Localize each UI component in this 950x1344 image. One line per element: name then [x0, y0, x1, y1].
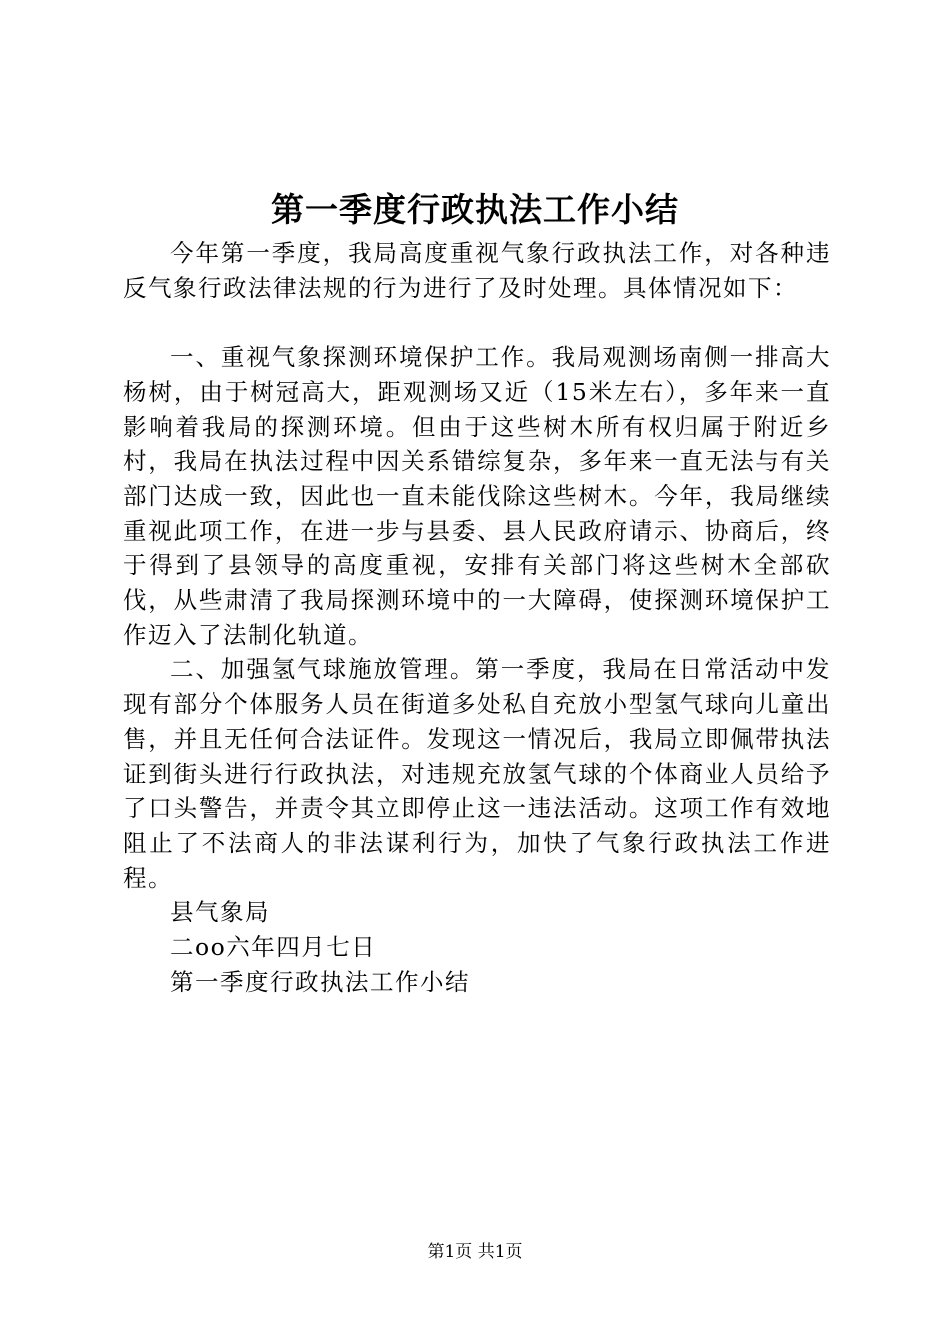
document-body [123, 236, 831, 999]
signature-organization: 县气象局 [170, 898, 270, 927]
paragraph-intro: 今年第一季度，我局高度重视气象行政执法工作，对各种违反气象行政法律法规的行为进行了及时处理。具体情况如下： [123, 239, 831, 302]
page-number-footer: 第1页 共1页 [427, 1242, 523, 1262]
trailing-title: 第一季度行政执法工作小结 [170, 967, 470, 996]
paragraph-section-one: 一、重视气象探测环境保护工作。我局观测场南侧一排高大杨树，由于树冠高大，距观测场又近（15米左右），多年来一直影响着我局的探测环境。但由于这些树木所有权归属于附近乡村，我局在执法过程中因关系错综复杂，多年来一直无法与有关部门达成一致，因此也一直未能伐除这些树木。今年，我局继续重视此项工作，在进一步与县委、县人民政府请示、协商后，终于得到了县领导的高度重视，安排有关部门将这些树木全部砍伐，从些肃清了我局探测环境中的一大障碍，使探测环境保护工作迈入了法制化轨道。 [123, 343, 831, 649]
document-title: 第一季度行政执法工作小结 [271, 190, 679, 229]
signature-date: 二oo六年四月七日 [170, 933, 377, 962]
paragraph-section-two: 二、加强氢气球施放管理。第一季度，我局在日常活动中发现有部分个体服务人员在街道多处私自充放小型氢气球向儿童出售，并且无任何合法证件。发现这一情况后，我局立即佩带执法证到街头进行行政执法，对违规充放氢气球的个体商业人员给予了口头警告，并责令其立即停止这一违法活动。这项工作有效地阻止了不法商人的非法谋利行为，加快了气象行政执法工作进程。 [123, 655, 831, 892]
